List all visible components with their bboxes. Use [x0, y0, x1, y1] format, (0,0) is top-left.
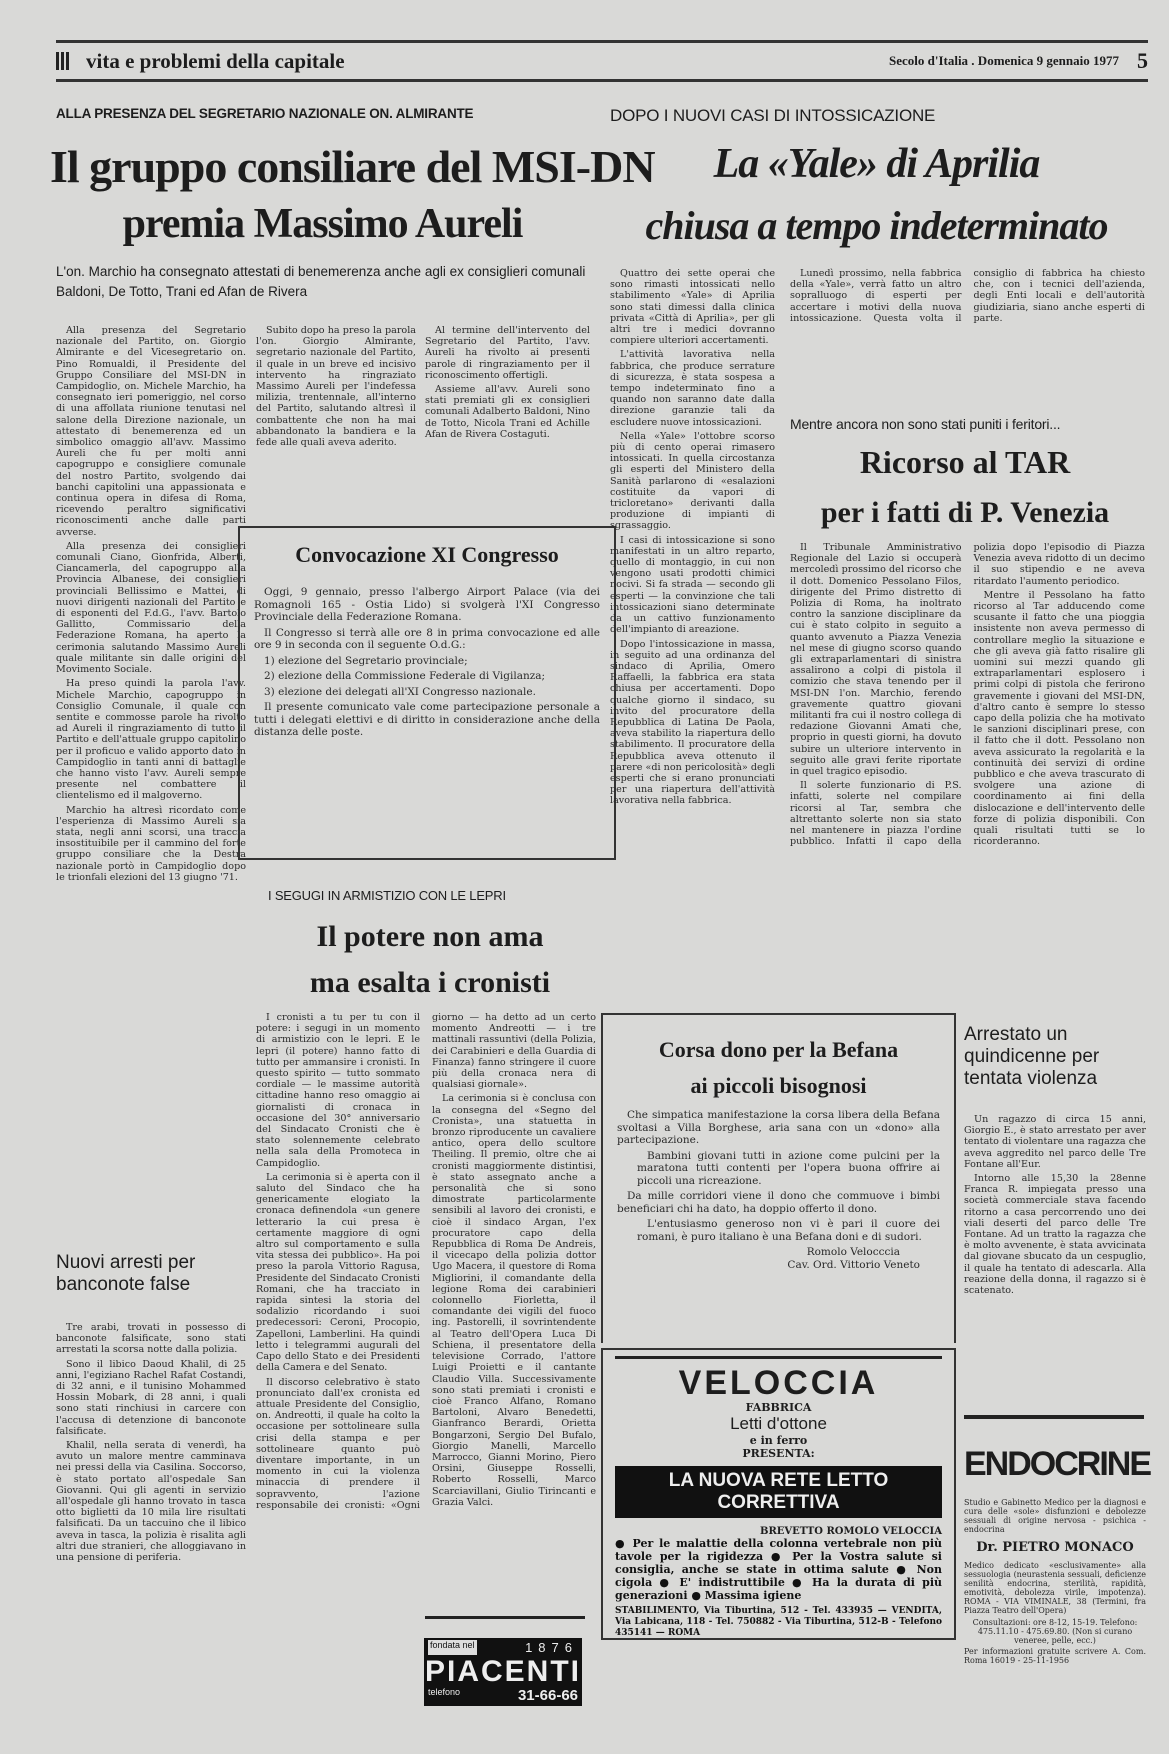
- ad-details: Medico dedicato «esclusivamente» alla sessuologia (neurastenia sessuali, deficienze senilità endocrina, sterilità, rapidità, emotività, debolezza virile, impotenza). ROMA - VIA VIMINALE, 38 (Termini, fra Piazza Teatro dell'Opera): [964, 1561, 1146, 1615]
- paragraph: 2) elezione della Commissione Federale di Vigilanza;: [264, 670, 546, 682]
- paragraph: Che simpatica manifestazione la corsa libera della Befana svoltasi a Villa Borghese, aria sana con un «dono» alla partecipazione.: [617, 1109, 940, 1146]
- endocrine-ad: [964, 1440, 1151, 1665]
- paragraph: La cerimonia si è aperta con il saluto del Sindaco che ha genericamente elogiato la cronaca definendola «un genere letterario la cui presa è certamente maggiore di ogni altro sul comportamento e sulla vita stessa dei pubblico». Ha poi preso la parola Vittorio Ragusa, Presidente del Sindacato Cronisti Romani, che ha tracciato in rapida sintesi la storia del sodalizio ricordando i suoi predecessori: Ceroni, Procopio, Zapelloni, Lamberlini. Ha quindi letto i telegrammi augurali del Capo dello Stato e dei Presidenti della Camera e del Senato.: [256, 1171, 420, 1374]
- potere-title-2: ma esalta i cronisti: [309, 966, 551, 999]
- convocazione-box: [238, 526, 616, 860]
- velocca-ad: [601, 1348, 956, 1640]
- ad-features: ● Per le malattie della colonna vertebrale non più tavole per la rigidezza ● Per la Vostra salute si consiglia, anche se state in ottima salute ● Non cigola ● E' indistruttibile ● Ha la durata di più generazioni ● Massima igiene: [615, 1537, 942, 1602]
- tar-kicker: Mentre ancora non sono stati puniti i feritori...: [790, 416, 1061, 432]
- paragraph: L'entusiasmo generoso non vi è pari il cuore dei romani, è puro italiano è una Befana doni e di sudori.: [637, 1218, 940, 1243]
- divider: [615, 1356, 942, 1359]
- paragraph: Tre arabi, trovati in possesso di banconote falsificate, sono stati arrestati la scorsa notte dalla polizia.: [56, 1322, 246, 1356]
- piacenti-ad: [424, 1638, 582, 1706]
- endocrine-title: ENDOCRINE: [964, 1445, 1151, 1483]
- signature: Romolo Velocccia: [806, 1246, 900, 1258]
- ad-patent: BREVETTO ROMOLO VELOCCIA: [760, 1526, 942, 1537]
- paragraph: Da mille corridori viene il dono che commuove i bimbi beneficiari chi ha dato, ha doppio offerto il dono.: [617, 1190, 940, 1215]
- founded-label: fondata nel: [428, 1640, 477, 1655]
- tar-body: [790, 542, 1145, 849]
- paragraph: Alla presenza del Segretario nazionale del Partito, on. Giorgio Almirante e del Vicesegretario on. Pino Romualdi, il Presidente del Gruppo Consiliare del MSI-DN in Campidoglio, on. Michele Marchio, ha consegnato ieri pomeriggio, nel corso di una affollata riunione tenutasi nel salone della Direzione nazionale, un attestato di benemerenza ed un simbolico omaggio all'avv. Massimo Aureli che fu per molti anni capogruppo e consigliere comunale del nostro Partito, svolgendo dai banchi capitolini una appassionata e continua opera in difesa di Roma, ricevendo peraltro significativi riconoscimenti anche dalle parti avverse.: [56, 325, 246, 538]
- paragraph: Dopo l'intossicazione in massa, in seguito ad una ordinanza del sindaco di Aprilia, Omero Raffaelli, la fabbrica era stata chiusa per accertamenti. Dopo qualche giorno il sindaco, su invito del procuratore della Repubblica di Latina De Paola, aveva stabilito la riapertura dello stabilimento. Il procuratore della Repubblica aveva ottenuto il parere «di non pericolosità» degli esperti che si erano pronunciati per una riapertura dell'attività lavorativa nella fabbrica.: [610, 638, 775, 807]
- paragraph: Intorno alle 15,30 la 28enne Franca R. impiegata presso una società commerciale stava facendo ritorno a casa percorrendo uno dei viali deserti del parco delle Tre Fontane. Ad un tratto la ragazza che è molto avvenente, è stata avvicinata dal giovane sbucato da un cespuglio, il quale ha tentato di adescarla. Alla reazione della donna, il ragazzo si è scatenato.: [964, 1173, 1146, 1297]
- paragraph: Marchio ha altresì ricordato come l'esperienza di Massimo Aureli sia stata, negli anni scorsi, una traccia insostituibile per il cammino del forte gruppo consiliare che la Destra nazionale portò in Campidoglio dopo le trionfali elezioni del 13 giugno '71.: [56, 804, 246, 883]
- art1-col3: [425, 325, 590, 443]
- paragraph: Lunedì prossimo, nella fabbrica della «Yale», verrà fatto un altro sopralluogo di esperti per accertare i motivi della nuova intossicazione. Questa volta il consiglio di fabbrica ha chiesto che, con i tecnici dell'azienda, degli Enti locali e dell'autorità giudiziaria, siano anche esperti di parte.: [790, 268, 1145, 324]
- art1-title-1: Il gruppo consiliare del MSI-DN: [50, 141, 655, 192]
- paragraph: Il presente comunicato vale come partecipazione personale a tutti i delegati elettivi e di diritto in considerazione anche della distanza delle poste.: [254, 701, 600, 738]
- ad-line: PRESENTA:: [742, 1447, 815, 1460]
- ad-line: Letti d'ottone: [730, 1414, 827, 1433]
- paragraph: La cerimonia si è conclusa con la consegna del «Segno del Cronista», una statuetta in bronzo riproducente un cavaliere antico, opera dello scultore Theiling. Il premio, oltre che ai cronisti maggiormente distintisi, è stato assegnato anche a personalità che si sono dimostrate particolarmente sensibili al lavoro dei cronisti, e cioè il sindaco Argan, l'ex procuratore capo della Repubblica di Roma De Andreis, il vicecapo della polizia dottor Ugo Macera, il questore di Roma Migliorini, il comandante della legione Roma dei carabinieri colonnello Fiorletta, il comandante dei vigili del fuoco ing. Pastorelli, il sovrintendente al Teatro dell'Opera Luca Di Schiena, il presentatore della televisione Corrado, l'attore Luigi Proietti e il cantante Claudio Villa. Successivamente sono stati premiati i cronisti e cioè Franco Alfano, Romano Bartoloni, Alvaro Benedetti, Gianfranco Berardi, Orietta Bongarzoni, Sergio Del Bufalo, Giorgio Manelli, Marcello Marrocco, Gianni Morino, Piero Orsini, Giuseppe Rosselli, Roberto Rosselli, Marco Scarciavillani, Giulio Tirincanti e Grazia Valci.: [432, 1093, 596, 1508]
- yale-kicker: DOPO I NUOVI CASI DI INTOSSICAZIONE: [610, 106, 936, 125]
- paragraph: L'attività lavorativa nella fabbrica, che produce serrature di sicurezza, è stata sospesa a tempo indeterminato fino a quando non saranno date dalla direzione garanzie tali da escludere nuove intossicazioni.: [610, 349, 775, 428]
- arrestato-title: Arrestato un quindicenne per tentata violenza: [964, 1024, 1100, 1089]
- founded-year: 1876: [525, 1640, 578, 1655]
- paragraph: Alla presenza dei consiglieri comunali Ciano, Gionfrida, Alberti, Ciancamerla, del capogruppo alla Provincia Albanese, dei consiglieri provinciali Bellissimo e Mattei, di nuovi dirigenti nazionali del Partito e di esponenti del F.d.G., l'avv. Bartolo Gallitto, Commissario della Federazione Romana, ha aperto la cerimonia salutando Massimo Aureli quale militante sin dalle origini del Movimento Sociale.: [56, 540, 246, 676]
- yale-body-left: [610, 268, 775, 810]
- endocrine-doctor: Dr. PIETRO MONACO: [976, 1540, 1134, 1555]
- paragraph: Il discorso celebrativo è stato pronunciato dall'ex cronista ed attuale Presidente del Consiglio, on. Andreotti, il quale ha colto la occasione per sottolineare sulla crisi della stampa e per sottolineare quanto può diventare importante, in un momento in cui la violenza minaccia di prendere il sopravvento, l'azione responsabile dei cronisti: «Ogni giorno — ha detto ad un certo momento Andreotti — i tre mattinali rassuntivi (della Polizia, dei Carabinieri e della Guardia di Finanza) fanno stringere il cuore più della cronaca nera di qualsiasi giornale».: [256, 1012, 596, 1511]
- potere-kicker: I SEGUGI IN ARMISTIZIO CON LE LEPRI: [268, 888, 506, 903]
- page-header: [56, 40, 1148, 82]
- piacenti-phone: 31-66-66: [517, 1687, 578, 1704]
- befana-title-2: ai piccoli bisognosi: [690, 1073, 867, 1098]
- art1-kicker: ALLA PRESENZA DEL SEGRETARIO NAZIONALE ON. ALMIRANTE: [56, 106, 474, 121]
- ad-desc: Studio e Gabinetto Medico per la diagnosi e cura delle «sole» disfunzioni e debolezze sessuali di origine nervosa - psichica - endocrina: [964, 1498, 1146, 1534]
- divider: [964, 1415, 1144, 1419]
- signature-title: Cav. Ord. Vittorio Veneto: [787, 1258, 920, 1271]
- paragraph: Oggi, 9 gennaio, presso l'albergo Airport Palace (via dei Romagnoli 165 - Ostia Lido) si svolgerà l'XI Congresso Provinciale della Federazione Romana.: [254, 586, 600, 623]
- paragraph: Il Congresso si terrà alle ore 8 in prima convocazione ed alle ore 9 in seconda con il seguente O.d.G.:: [254, 626, 600, 651]
- phone-label: telefono: [428, 1687, 461, 1697]
- paragraph: Mentre il Pessolano ha fatto ricorso al Tar adducendo come scusante il fatto che una pioggia insistente non aveva permesso di controllare meglio la situazione e che gli aveva già fatto risalire gli uomini sui mezzi quando gli extraparlamentari esplosero i primi colpi di pistola che ferirono gravemente i giovani del MSI-DN, d'altro canto è sempre lo stesso capo della polizia che ha motivato le sanzioni disciplinari prese, con il fatto che il dott. Pessolano non aveva assicurato la regolarità e la continuità dei servizi di ordine pubblico e che aveva trascurato di svolgere una azione di coordinamento ai fini della dislocazione e dell'intervento delle forze di polizia disponibili. Con quali risultati tutti se lo ricorderanno.: [973, 589, 1145, 848]
- yale-body-right: [790, 268, 1145, 326]
- paragraph: Assieme all'avv. Aureli sono stati premiati gli ex consiglieri comunali Adalberto Baldoni, Nino de Totto, Nicola Trani ed Achille Afan de Rivera Costaguti.: [425, 384, 590, 440]
- paragraph: Quattro dei sette operai che sono rimasti intossicati nello stabilimento «Yale» di Aprilia sono stati dimessi dalla clinica privata «Città di Aprilia», per gli altri tre i medici dovranno compiere ulteriori accertamenti.: [610, 268, 775, 347]
- paragraph: Bambini giovani tutti in azione come pulcini per la maratona tutti contenti per l'opera buona offrire ai piccoli una ricreazione.: [637, 1149, 940, 1187]
- piacenti-brand: PIACENTI: [424, 1655, 581, 1688]
- paragraph: Un ragazzo di circa 15 anni, Giorgio E., è stato arrestato per aver tentato di violentare una ragazza che aveva aggredito nel parco delle Tre Fontane all'Eur.: [964, 1114, 1146, 1170]
- divider: [425, 1616, 585, 1619]
- convocazione-title: Convocazione XI Congresso: [295, 542, 559, 567]
- paragraph: Il Tribunale Amministrativo Regionale del Lazio si occuperà mercoledì prossimo del ricorso che il dott. Domenico Pessolano Filos, dirigente del Primo distretto di Polizia di Roma, ha inoltrato contro la sanzione disciplinare da cui è stato colpito in seguito a quanto avvenuto a Piazza Venezia nel mese di giugno scorso quando gli extraparlamentari di sinistra assalirono a colpi di pistola il comizio che stava tenendo per il MSI-DN l'on. Marchio, ferendo gravemente quattro giovani militanti fra cui il nostro collega di redazione Giovanni Amati che, proprio in questi giorni, ha dovuto subire un ulteriore intervento in seguito alle gravi ferite riportate in quel tragico episodio.: [790, 542, 962, 778]
- ad-address: STABILIMENTO, Via Tiburtina, 512 - Tel. 433935 — VENDITA, Via Labicana, 118 - Tel. 750882 - Via Tiburtina, 512-B - Telefono 435141 — ROMA: [615, 1606, 942, 1638]
- befana-title-1: Corsa dono per la Befana: [658, 1037, 899, 1062]
- velocca-brand: VELOCCIA: [678, 1364, 879, 1402]
- velocca-banner: LA NUOVA RETE LETTO CORRETTIVA: [615, 1466, 942, 1518]
- yale-title-2: chiusa a tempo indeterminato: [645, 203, 1108, 248]
- section-bars-icon: [56, 52, 70, 70]
- paragraph: Sono il libico Daoud Khalil, di 25 anni, l'egiziano Rachel Rafat Costandi, di 32 anni, e il tunisino Mohammed Hossin Mobark, di 28 anni, i quali sono stati rinchiusi in carcere con l'accusa di detenzione di banconote falsificate.: [56, 1358, 246, 1437]
- art1-lead: L'on. Marchio ha consegnato attestati di benemerenza anche agli ex consiglieri comunali Baldoni, De Totto, Trani ed Afan de Rivera: [56, 264, 586, 299]
- ad-hours: Consultazioni: ore 8-12, 15-19. Telefono: 475.11.10 - 475.69.80. (Non si curano veneree, pelle, ecc.): [972, 1618, 1138, 1645]
- befana-box: [601, 1013, 956, 1343]
- paragraph: I casi di intossicazione si sono manifestati in un altro reparto, quello di montaggio, in cui non vengono usati prodotti chimici nocivi. Si fa strada — secondo gli esperti — la convinzione che tali intossicazioni siano determinate da un cattivo funzionamento dell'impianto di areazione.: [610, 534, 775, 636]
- yale-title-1: La «Yale» di Aprilia: [713, 141, 1040, 187]
- ad-info: Per informazioni gratuite scrivere A. Com. Roma 16019 - 25-11-1956: [964, 1647, 1146, 1665]
- paragraph: Khalil, nella serata di venerdì, ha avuto un malore mentre camminava nei pressi della via Casilina. Soccorso, è stato portato all'ospedale San Giovanni. Qui gli agenti in servizio all'ospedale gli hanno trovato in tasca otto biglietti da 10 mila lire risultati falsificati. Da un taccuino che il libico aveva in tasca, la polizia è risalita agli altri due stranieri, che alloggiavano in una pensione di periferia.: [56, 1440, 246, 1564]
- art1-title-2: premia Massimo Aureli: [122, 201, 523, 247]
- page-number: 5: [1137, 48, 1148, 73]
- ad-line: FABBRICA: [745, 1401, 812, 1414]
- paragraph: Subito dopo ha preso la parola l'on. Giorgio Almirante, segretario nazionale del Partito, il quale in un breve ed incisivo intervento ha ringraziato Massimo Aureli per l'indefessa milizia, trentennale, all'interno del Partito, salutando altresì il combattente che non ha mai abbandonato la bandiera e la fede alle quali aveva aderito.: [256, 325, 416, 449]
- paragraph: 3) elezione dei delegati all'XI Congresso nazionale.: [264, 685, 536, 698]
- tar-title-2: per i fatti di P. Venezia: [820, 496, 1110, 529]
- potere-body: [256, 1012, 596, 1511]
- tar-title-1: Ricorso al TAR: [859, 444, 1071, 480]
- paragraph: 1) elezione del Segretario provinciale;: [264, 654, 468, 667]
- art1-col2: [256, 325, 416, 451]
- art1-col1: [56, 325, 246, 886]
- section-title: vita e problemi della capitale: [86, 48, 345, 73]
- potere-title-1: Il potere non ama: [316, 920, 544, 953]
- paper-date: Secolo d'Italia . Domenica 9 gennaio 1977: [888, 53, 1119, 68]
- paragraph: Il solerte funzionario di P.S. infatti, solerte nel compilare ricorsi al Tar, sembra che altrettanto solerte non sia stato nel mantenere in piazza l'ordine pubblico. Infatti il capo della polizia dopo l'episodio di Piazza Venezia aveva ridotto di un decimo il suo stipendio e ne aveva ritardato l'aumento periodico.: [790, 542, 1145, 848]
- paragraph: Nella «Yale» l'ottobre scorso più di cento operai rimasero intossicati. In quella circostanza gli esperti del Ministero della Sanità parlarono di «esalazioni costituite da vapori di tricloretano» derivanti dalla produzione di impianti di sgrassaggio.: [610, 430, 775, 532]
- paragraph: Ha preso quindi la parola l'avv. Michele Marchio, capogruppo in Consiglio Comunale, il quale con sentite e commosse parole ha rivolto ad Aureli il ringraziamento di tutto il Partito e dell'attuale gruppo capitolino per il proficuo e valido apporto dato in Campidoglio in tanti anni di battaglie che hanno visto l'avv. Aureli sempre presente nel combattere il clientelismo ed il malgoverno.: [56, 678, 246, 802]
- paragraph: Al termine dell'intervento del Segretario del Partito, l'avv. Aureli ha rivolto ai presenti parole di ringraziamento per il riconoscimento offertigli.: [425, 325, 590, 381]
- paragraph: I cronisti a tu per tu con il potere: i segugi in un momento di armistizio con le lepri. E le lepri (il potere) hanno fatto di tutto per ammansire i cronisti. In questo spirito — tutto sommato cordiale — le massime autorità cittadine hanno reso omaggio ai giornalisti di cronaca in occasione del 30° anniversario del Sindacato Cronisti che è stato solennemente celebrato nella sala della Promoteca in Campidoglio.: [256, 1012, 420, 1169]
- arresti-body: [56, 1322, 246, 1566]
- arrestato-body: [964, 1114, 1146, 1299]
- arresti-title: Nuovi arresti per banconote false: [56, 1252, 196, 1295]
- ad-line: e in ferro: [749, 1434, 808, 1447]
